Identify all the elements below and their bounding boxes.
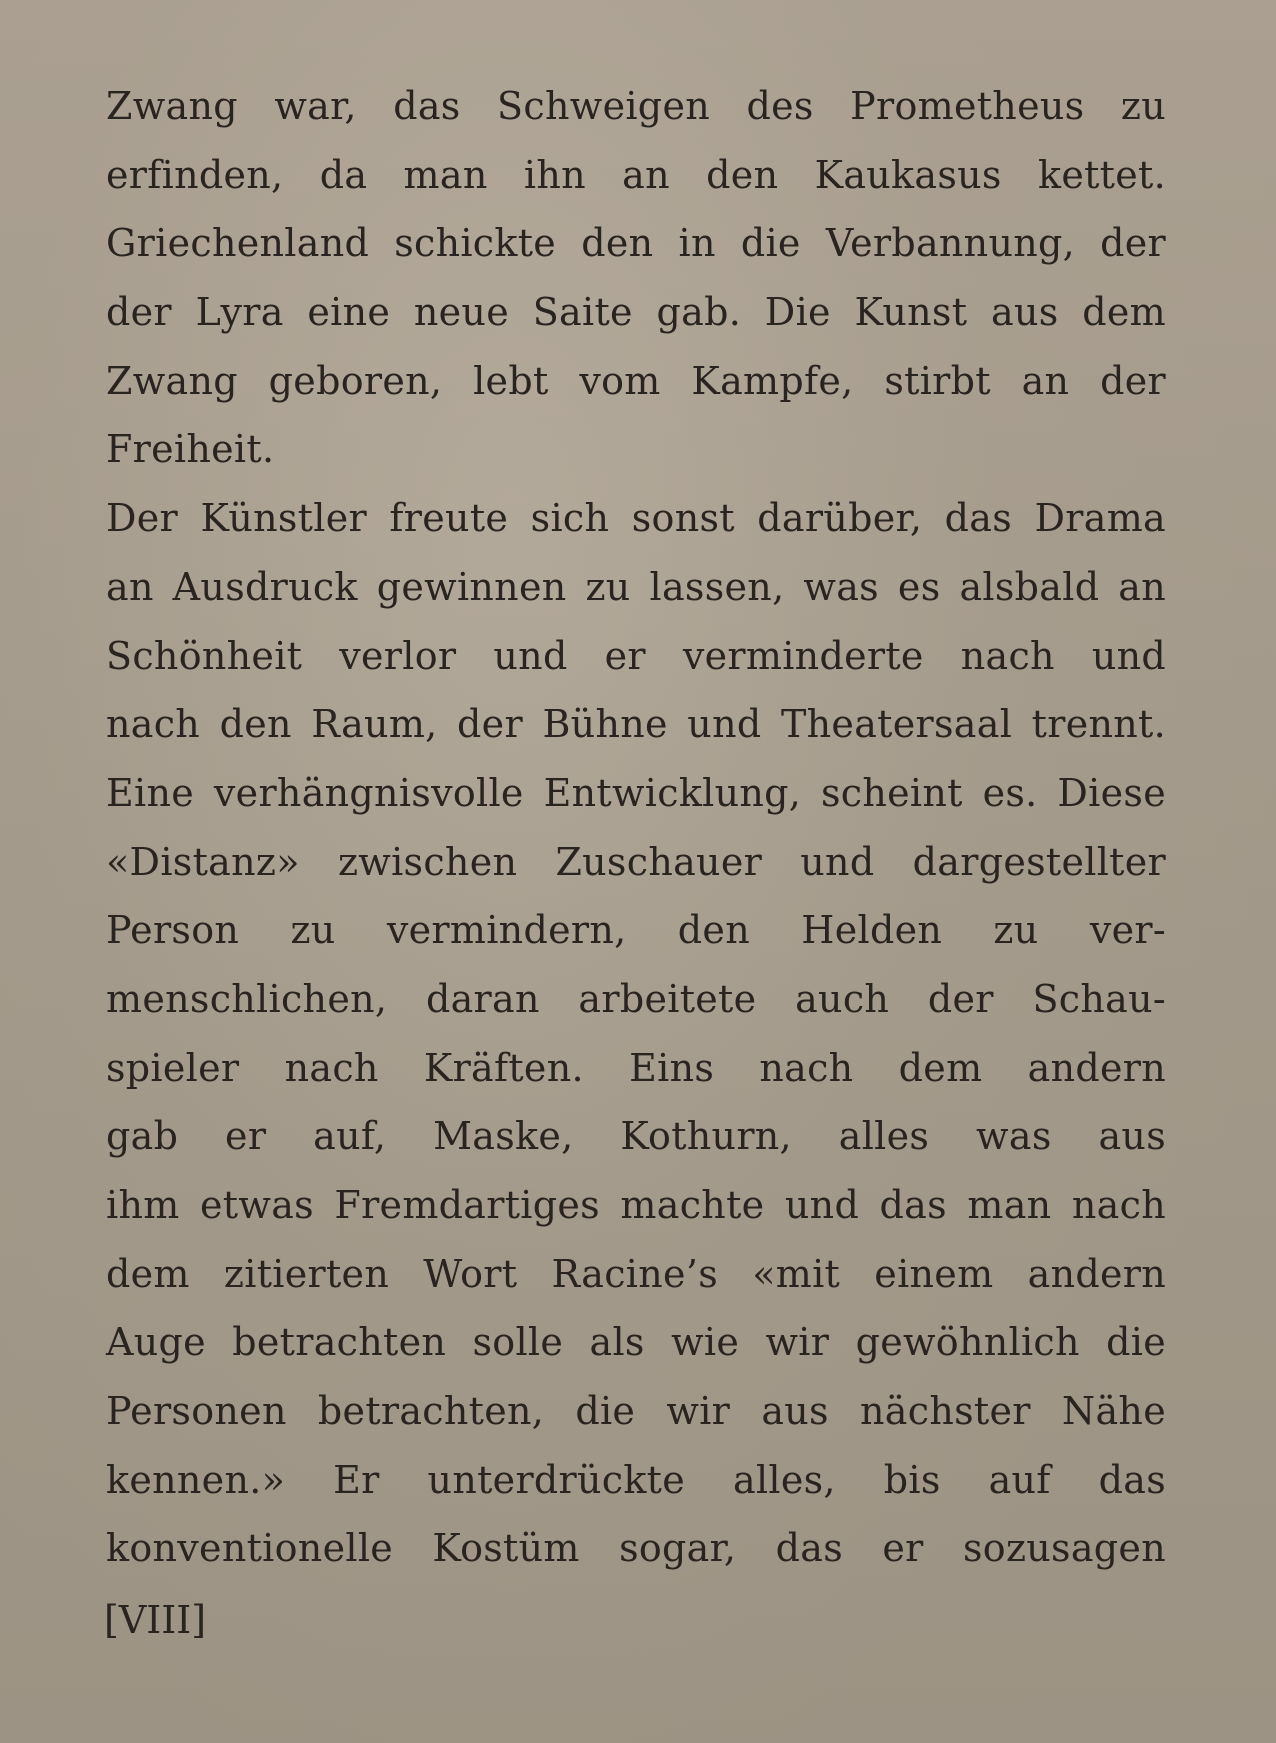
body-text: [106, 72, 1166, 1583]
text-line: kennen.» Er unterdrückte alles, bis auf das: [106, 1457, 1166, 1502]
text-line: Griechenland schickte den in die Verbannung, der: [106, 221, 1166, 266]
text-line: dem zitierten Wort Racine’s «mit einem andern: [106, 1251, 1166, 1296]
text-line: Eine verhängnisvolle Entwicklung, scheint es. Diese: [106, 770, 1166, 815]
text-line: an Ausdruck gewinnen zu lassen, was es alsbald an: [106, 564, 1166, 609]
text-line: Personen betrachten, die wir aus nächster Nähe: [106, 1389, 1166, 1434]
text-line: spieler nach Kräften. Eins nach dem andern: [106, 1045, 1166, 1090]
text-line: Auge betrachten solle als wie wir gewöhnlich die: [106, 1320, 1166, 1365]
text-line: «Distanz» zwischen Zuschauer und dargestellter: [106, 839, 1166, 884]
text-line: menschlichen, daran arbeitete auch der Schau-: [106, 976, 1166, 1021]
text-line: Schönheit verlor und er verminderte nach und: [106, 633, 1166, 678]
text-line: Zwang geboren, lebt vom Kampfe, stirbt an der: [106, 358, 1166, 403]
text-line: Person zu vermindern, den Helden zu ver-: [106, 908, 1166, 953]
text-line: konventionelle Kostüm sogar, das er sozusagen: [106, 1526, 1166, 1571]
text-line: Der Künstler freute sich sonst darüber, das Drama: [106, 496, 1166, 541]
text-line: nach den Raum, der Bühne und Theatersaal trennt.: [106, 702, 1166, 747]
text-line: Freiheit.: [106, 427, 275, 472]
text-line: der Lyra eine neue Saite gab. Die Kunst aus dem: [106, 290, 1166, 335]
text-line: ihm etwas Fremdartiges machte und das man nach: [106, 1183, 1166, 1227]
text-line: erfinden, da man ihn an den Kaukasus kettet.: [106, 152, 1166, 197]
text-line: Zwang war, das Schweigen des Prometheus zu: [106, 84, 1166, 128]
text-line: gab er auf, Maske, Kothurn, alles was aus: [106, 1114, 1166, 1159]
page-number: [VIII]: [104, 1598, 207, 1642]
